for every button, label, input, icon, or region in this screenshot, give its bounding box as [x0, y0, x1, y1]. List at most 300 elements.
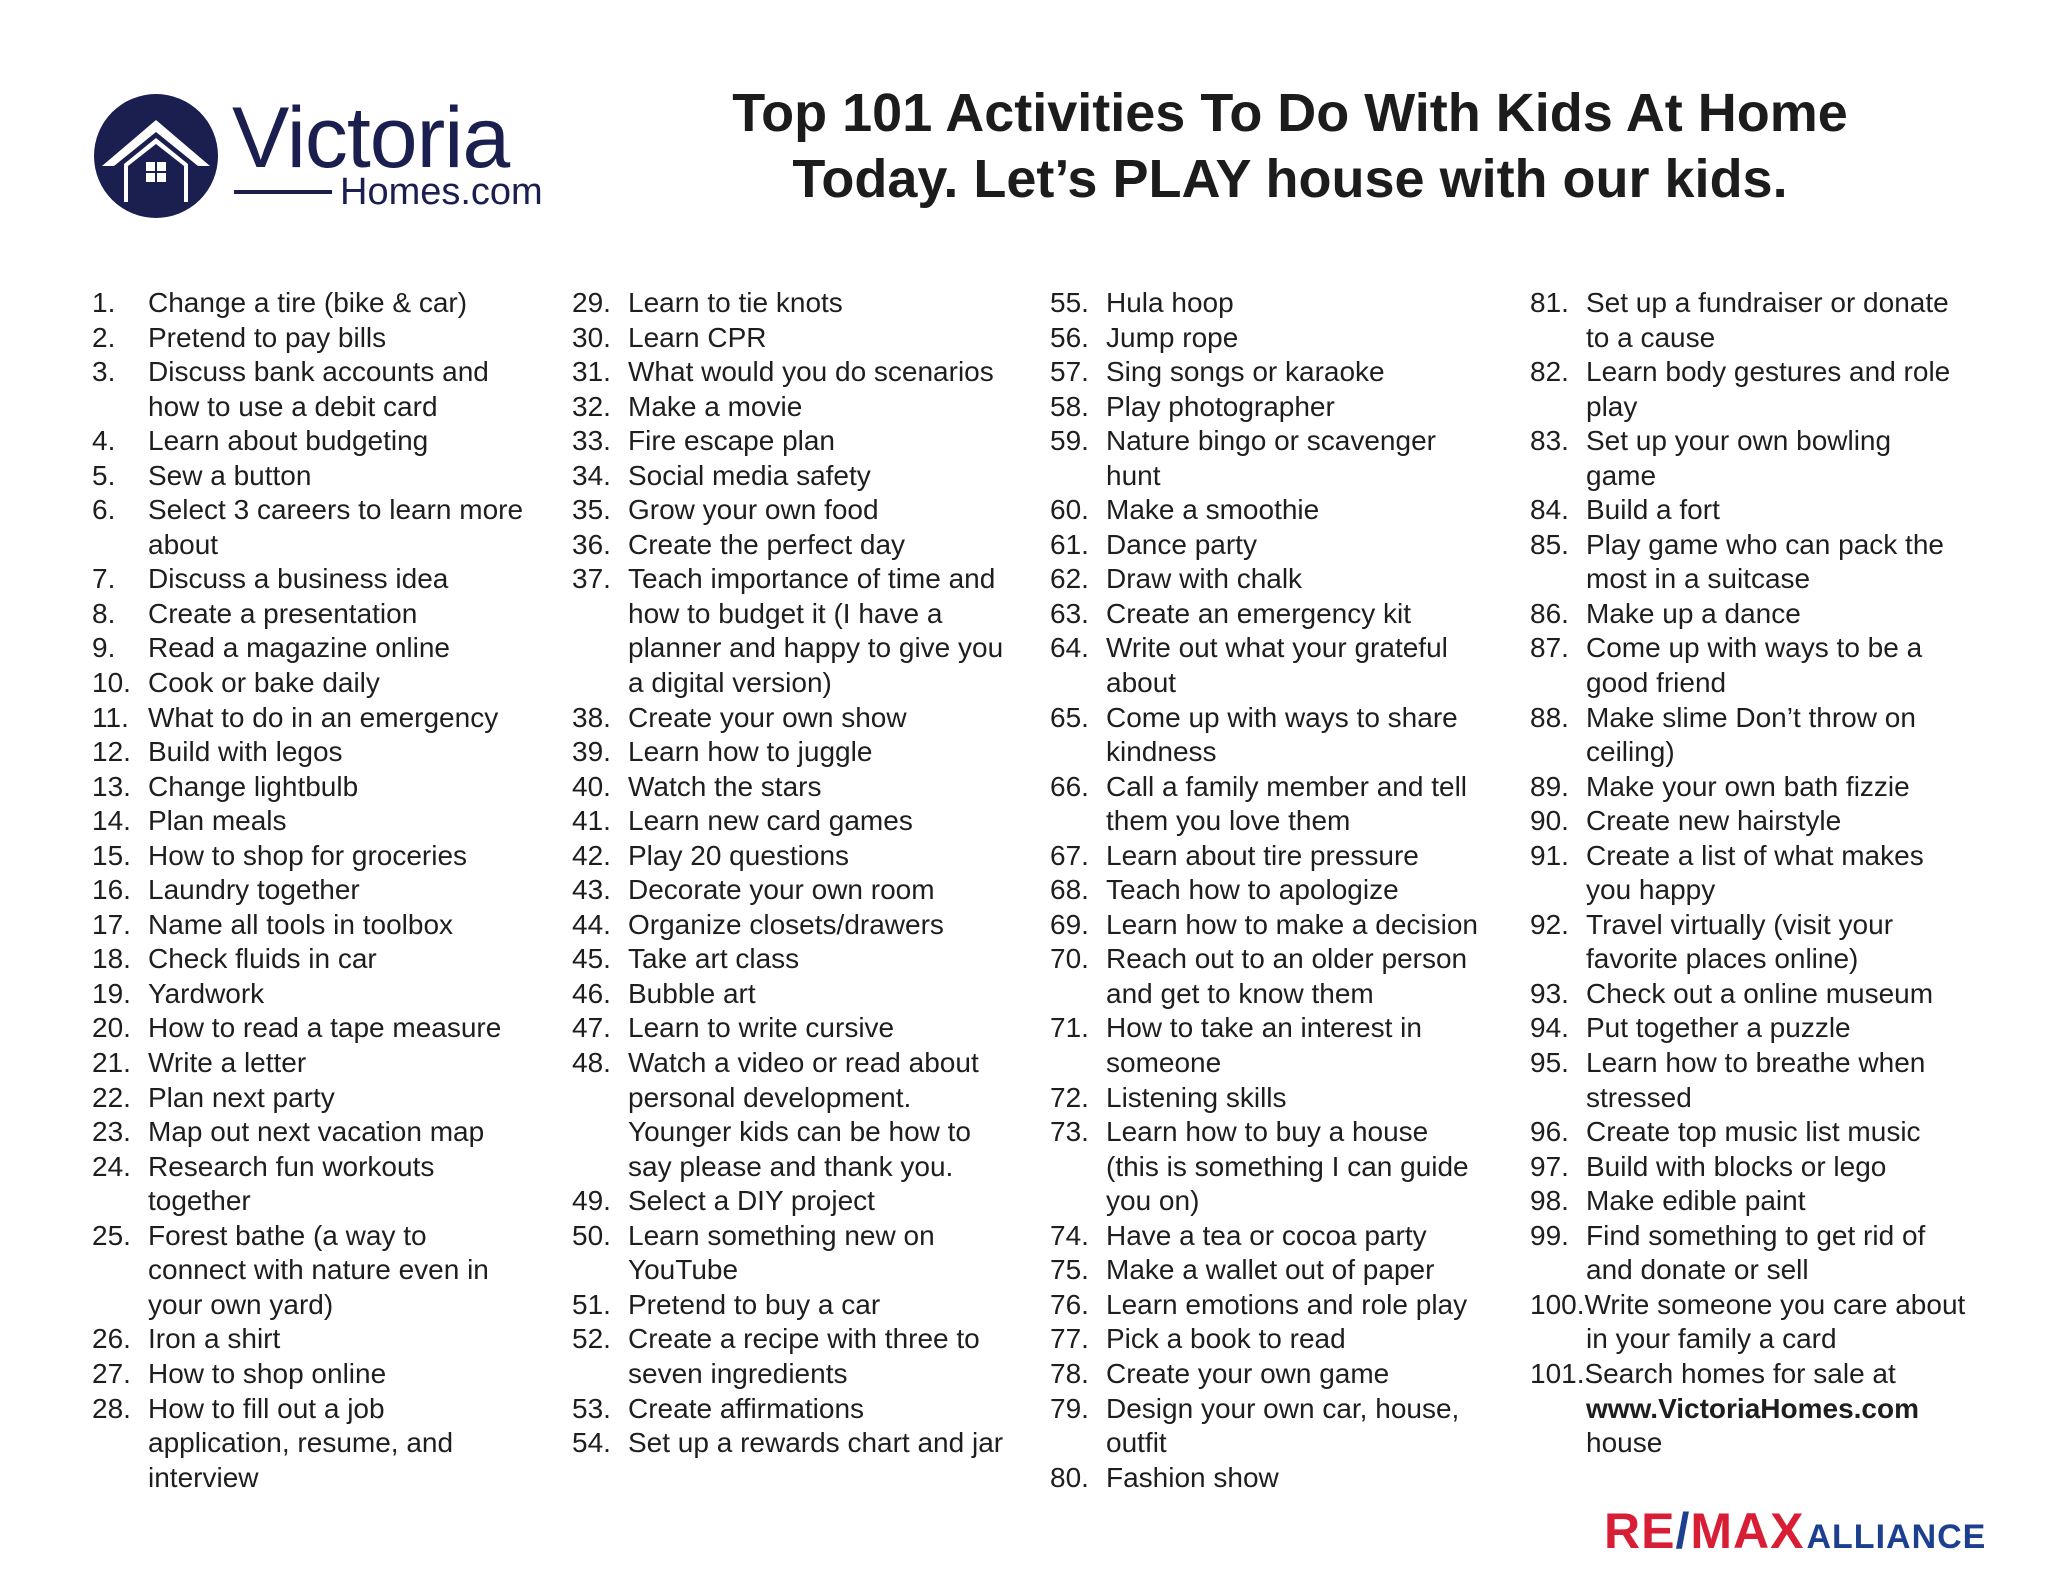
list-item [572, 839, 1042, 874]
brand-underline [234, 190, 332, 194]
list-item-number: 39. [572, 736, 611, 768]
list-item [1530, 1288, 2010, 1357]
list-item-number: 94. [1530, 1012, 1569, 1044]
list-item-text: Play 20 questions [628, 839, 850, 871]
list-item [1050, 839, 1520, 874]
list-item [1050, 1322, 1520, 1357]
list-item [1050, 701, 1520, 770]
list-item-text: Learn body gestures and role play [1586, 356, 1951, 422]
list-item-number: 26. [92, 1323, 131, 1355]
list-item [1530, 597, 2010, 632]
list-item [1530, 493, 2010, 528]
list-item [1050, 1461, 1520, 1496]
list-item-number: 90. [1530, 805, 1569, 837]
list-item-text: Learn about tire pressure [1106, 839, 1419, 871]
list-item [572, 701, 1042, 736]
list-item-number: 82. [1530, 356, 1569, 388]
list-item-number: 77. [1050, 1323, 1089, 1355]
list-item-number: 98. [1530, 1185, 1569, 1217]
list-item-text: Reach out to an older person and get to know them [1106, 943, 1468, 1009]
list-item-text: Fashion show [1106, 1461, 1279, 1493]
list-item-number: 64. [1050, 632, 1089, 664]
list-item-text: Travel virtually (visit your favorite places online) [1586, 908, 1894, 975]
remax-alliance-logo: RE/MAXALLIANCE [1604, 1503, 1987, 1559]
list-item-text: Create new hairstyle [1586, 805, 1842, 837]
list-item-text: Create top music list music [1586, 1116, 1921, 1148]
list-item [1050, 355, 1520, 390]
list-item-number: 51. [572, 1288, 611, 1320]
list-item [92, 493, 562, 562]
list-item-number: 101. [1530, 1357, 1585, 1389]
list-item-text: Social media safety [628, 459, 871, 491]
list-item-number: 70. [1050, 943, 1089, 975]
list-item [572, 942, 1042, 977]
list-item [92, 1150, 562, 1219]
list-item-number: 87. [1530, 632, 1569, 664]
list-item-number: 46. [572, 977, 611, 1009]
list-item [1530, 1150, 2010, 1185]
list-item [92, 942, 562, 977]
list-item [1530, 804, 2010, 839]
list-item-text: Iron a shirt [148, 1323, 281, 1355]
list-item [572, 908, 1042, 943]
list-item-number: 89. [1530, 770, 1569, 802]
list-item [92, 1322, 562, 1357]
list-item-number: 20. [92, 1012, 131, 1044]
list-item-text: Build with legos [148, 736, 343, 768]
list-item [92, 1046, 562, 1081]
list-item-text: Build a fort [1586, 494, 1720, 526]
list-item-number: 65. [1050, 701, 1089, 733]
list-item-text: Learn how to buy a house (this is something I can guide you on) [1106, 1116, 1469, 1217]
list-item [92, 1219, 562, 1323]
list-item-number: 41. [572, 805, 611, 837]
list-item [1530, 1011, 2010, 1046]
list-item-number: 75. [1050, 1254, 1089, 1286]
list-item [1050, 390, 1520, 425]
list-item-number: 47. [572, 1012, 611, 1044]
list-item-number: 42. [572, 839, 611, 871]
list-item [572, 1322, 1042, 1391]
list-item [92, 804, 562, 839]
list-item-text: Jump rope [1106, 321, 1239, 353]
list-item [1050, 1288, 1520, 1323]
list-item [1050, 908, 1520, 943]
list-item [572, 1288, 1042, 1323]
list-item-number: 49. [572, 1185, 611, 1217]
list-item-number: 80. [1050, 1461, 1089, 1493]
list-item-number: 97. [1530, 1150, 1569, 1182]
list-item [572, 1219, 1042, 1288]
list-item-number: 30. [572, 321, 611, 353]
list-item-number: 88. [1530, 701, 1569, 733]
list-item [92, 1357, 562, 1392]
list-item-text: Fire escape plan [628, 425, 836, 457]
list-item-text: Grow your own food [628, 494, 879, 526]
list-item-number: 55. [1050, 287, 1089, 318]
list-item [572, 562, 1042, 700]
list-item-text: Read a magazine online [148, 632, 450, 664]
list-item [572, 424, 1042, 459]
list-item [572, 873, 1042, 908]
list-item-number: 61. [1050, 528, 1089, 560]
list-item-number: 8. [92, 597, 116, 629]
website-link[interactable]: www.VictoriaHomes.com [1586, 1392, 1919, 1424]
list-item-text: Hula hoop [1106, 287, 1234, 318]
list-item [92, 1011, 562, 1046]
list-item [92, 1392, 562, 1496]
list-item [1530, 355, 2010, 424]
list-item-text: Write a letter [148, 1047, 307, 1079]
list-item-text: Check out a online museum [1586, 977, 1934, 1009]
page-title [590, 80, 1990, 212]
list-item [92, 666, 562, 701]
list-item [1050, 562, 1520, 597]
list-item [1050, 770, 1520, 839]
activity-column-4 [1530, 286, 2010, 1461]
list-item-number: 74. [1050, 1219, 1089, 1251]
list-item-text: Change lightbulb [148, 770, 359, 802]
list-item-text: How to read a tape measure [148, 1012, 502, 1044]
list-item [1050, 1115, 1520, 1219]
list-item-number: 99. [1530, 1219, 1569, 1251]
list-item-number: 32. [572, 390, 611, 422]
list-item [1530, 1115, 2010, 1150]
list-item-number: 11. [92, 701, 129, 733]
list-item-number: 53. [572, 1392, 611, 1424]
list-item-number: 68. [1050, 874, 1089, 906]
list-item-text: Call a family member and tell them you love them [1106, 770, 1468, 837]
list-item-number: 7. [92, 563, 116, 595]
list-item [1050, 1011, 1520, 1080]
list-item [92, 321, 562, 356]
brand-name: Victoria [232, 90, 510, 186]
list-item-text: Learn how to juggle [628, 736, 873, 768]
list-item-number: 86. [1530, 597, 1569, 629]
list-item-number: 91. [1530, 839, 1569, 871]
list-item-number: 21. [92, 1047, 131, 1079]
list-item-text: Make slime Don’t throw on ceiling) [1586, 701, 1916, 768]
list-item-text: Name all tools in toolbox [148, 908, 454, 940]
list-item [1050, 597, 1520, 632]
list-item-text: Learn to write cursive [628, 1012, 895, 1044]
list-item-text: Decorate your own room [628, 874, 935, 906]
list-item-text: How to shop online [148, 1357, 387, 1389]
list-item-number: 16. [92, 874, 131, 906]
list-item [92, 977, 562, 1012]
list-item-text: Plan meals [148, 805, 287, 837]
list-item-text: Map out next vacation map [148, 1116, 485, 1148]
list-item-text: Learn how to make a decision [1106, 908, 1478, 940]
list-item-number: 22. [92, 1081, 131, 1113]
list-item [1050, 631, 1520, 700]
list-item [1530, 1184, 2010, 1219]
list-item [572, 321, 1042, 356]
list-item-number: 36. [572, 528, 611, 560]
list-item [572, 286, 1042, 321]
list-item-text: Nature bingo or scavenger hunt [1106, 425, 1436, 491]
list-item-number: 18. [92, 943, 131, 975]
list-item-text: Create the perfect day [628, 528, 906, 560]
list-item [572, 1184, 1042, 1219]
house-logo-icon [94, 94, 218, 218]
list-item [92, 1115, 562, 1150]
list-item-number: 31. [572, 356, 611, 388]
list-item [1530, 631, 2010, 700]
list-item [92, 701, 562, 736]
list-item [572, 1426, 1042, 1461]
list-item-text: Research fun workouts together [148, 1150, 435, 1217]
list-item [572, 1011, 1042, 1046]
list-item-text: Learn something new on YouTube [628, 1219, 935, 1286]
list-item-text: Create a presentation [148, 597, 418, 629]
list-item-number: 62. [1050, 563, 1089, 595]
list-item-text: Discuss bank accounts and how to use a debit card [148, 356, 489, 422]
list-item-text: Have a tea or cocoa party [1106, 1219, 1427, 1251]
list-item [1530, 1357, 2010, 1461]
list-item-text: Watch the stars [628, 770, 822, 802]
list-item-number: 15. [92, 839, 131, 871]
list-item [572, 977, 1042, 1012]
list-item [572, 390, 1042, 425]
list-item-number: 96. [1530, 1116, 1569, 1148]
list-item-number: 58. [1050, 390, 1089, 422]
list-item-number: 12. [92, 736, 131, 768]
list-item-text: Create a list of what makes you happy [1586, 839, 1924, 906]
list-item-text: 101.Search homes for sale at www.VictoriaHomes.com house [1530, 1357, 1919, 1459]
list-item-text: Pick a book to read [1106, 1323, 1346, 1355]
list-item [572, 1046, 1042, 1184]
list-item-number: 10. [92, 667, 131, 699]
list-item-text: Bubble art [628, 977, 756, 1009]
list-item [1530, 770, 2010, 805]
list-item-text: Check fluids in car [148, 943, 377, 975]
list-item-number: 43. [572, 874, 611, 906]
list-item-text: Learn how to breathe when stressed [1586, 1047, 1926, 1113]
list-item [572, 770, 1042, 805]
list-item-text: Plan next party [148, 1081, 335, 1113]
activity-column-1 [92, 286, 562, 1495]
list-item-number: 29. [572, 287, 611, 318]
list-item-number: 81. [1530, 287, 1569, 318]
list-item-text: How to shop for groceries [148, 839, 468, 871]
list-item-number: 14. [92, 805, 131, 837]
list-item-number: 23. [92, 1116, 131, 1148]
list-item-text: Discuss a business idea [148, 563, 449, 595]
list-item [1530, 1046, 2010, 1115]
list-item-number: 73. [1050, 1116, 1089, 1148]
list-item [92, 424, 562, 459]
list-item-text: Pretend to buy a car [628, 1288, 881, 1320]
list-item-number: 35. [572, 494, 611, 526]
list-item-number: 71. [1050, 1012, 1089, 1044]
list-item [92, 459, 562, 494]
list-item-number: 72. [1050, 1081, 1089, 1113]
list-item-number: 40. [572, 770, 611, 802]
list-item-text: Learn to tie knots [628, 287, 843, 318]
list-item-text: Cook or bake daily [148, 667, 380, 699]
list-item-number: 25. [92, 1219, 131, 1251]
list-item-number: 6. [92, 494, 116, 526]
list-item-text: Select a DIY project [628, 1185, 875, 1217]
list-item-text: Make up a dance [1586, 597, 1801, 629]
list-item-number: 27. [92, 1357, 131, 1389]
list-item-text: Set up a rewards chart and jar [628, 1427, 1004, 1459]
list-item [1530, 1219, 2010, 1288]
list-item [1050, 286, 1520, 321]
list-item-number: 2. [92, 321, 116, 353]
list-item-text: Sew a button [148, 459, 312, 491]
list-item [572, 355, 1042, 390]
list-item-number: 19. [92, 977, 131, 1009]
list-item-text: Watch a video or read about personal development. Younger kids can be how to say please and thank you. [628, 1047, 979, 1182]
list-item-number: 66. [1050, 770, 1089, 802]
list-item-number: 63. [1050, 597, 1089, 629]
list-item [572, 804, 1042, 839]
activity-column-3 [1050, 286, 1520, 1495]
list-item-number: 56. [1050, 321, 1089, 353]
list-item [1050, 528, 1520, 563]
list-item-number: 38. [572, 701, 611, 733]
list-item [92, 839, 562, 874]
list-item-text: Select 3 careers to learn more about [148, 494, 524, 560]
list-item-text: Make a movie [628, 390, 803, 422]
list-item-text: Build with blocks or lego [1586, 1150, 1887, 1182]
list-item-text: Laundry together [148, 874, 360, 906]
list-item-number: 50. [572, 1219, 611, 1251]
list-item-number: 92. [1530, 908, 1569, 940]
list-item-number: 28. [92, 1392, 131, 1424]
list-item-text: Put together a puzzle [1586, 1012, 1851, 1044]
list-item-text: Create a recipe with three to seven ingredients [628, 1323, 980, 1389]
list-item [1530, 286, 2010, 355]
list-item [92, 355, 562, 424]
list-item-number: 3. [92, 356, 116, 388]
list-item-text: Teach how to apologize [1106, 874, 1399, 906]
list-item [572, 735, 1042, 770]
list-item [572, 1392, 1042, 1427]
list-item [1050, 424, 1520, 493]
list-item-text: Find something to get rid of and donate or sell [1586, 1219, 1926, 1286]
list-item-text: Create your own show [628, 701, 907, 733]
list-item [92, 770, 562, 805]
list-item [92, 562, 562, 597]
list-item-number: 17. [92, 908, 131, 940]
list-item-number: 60. [1050, 494, 1089, 526]
list-item-text: Learn new card games [628, 805, 913, 837]
list-item [1050, 1219, 1520, 1254]
list-item [92, 631, 562, 666]
list-item-text: Set up a fundraiser or donate to a cause [1586, 287, 1949, 353]
title-line-1: Top 101 Activities To Do With Kids At Home [732, 83, 1848, 143]
list-item [92, 735, 562, 770]
list-item [92, 286, 562, 321]
list-item-number: 34. [572, 459, 611, 491]
list-item-text: Pretend to pay bills [148, 321, 387, 353]
list-item-number: 9. [92, 632, 116, 664]
list-item-text: Learn about budgeting [148, 425, 429, 457]
list-item-text: Forest bathe (a way to connect with nature even in your own yard) [148, 1219, 489, 1320]
list-item-text: Teach importance of time and how to budget it (I have a planner and happy to give you a digital version) [628, 563, 1004, 699]
list-item-number: 52. [572, 1323, 611, 1355]
list-item-number: 33. [572, 425, 611, 457]
list-item-text: Dance party [1106, 528, 1257, 560]
list-item [92, 597, 562, 632]
list-item [1050, 1357, 1520, 1392]
victoria-homes-logo [94, 90, 554, 218]
list-item-number: 84. [1530, 494, 1569, 526]
list-item-number: 44. [572, 908, 611, 940]
list-item [92, 1081, 562, 1116]
list-item-number: 59. [1050, 425, 1089, 457]
list-item-text: Listening skills [1106, 1081, 1287, 1113]
list-item-text: Yardwork [148, 977, 265, 1009]
list-item-text: Draw with chalk [1106, 563, 1303, 595]
list-item [92, 908, 562, 943]
list-item-number: 4. [92, 425, 116, 457]
list-item-text: Make edible paint [1586, 1185, 1806, 1217]
list-item-text: Come up with ways to be a good friend [1586, 632, 1923, 699]
list-item [1050, 1392, 1520, 1461]
list-item-number: 13. [92, 770, 131, 802]
list-item-number: 24. [92, 1150, 131, 1182]
brand-subtitle: Homes.com [340, 171, 543, 213]
list-item [572, 459, 1042, 494]
list-item-text: Change a tire (bike & car) [148, 287, 468, 318]
list-item-text: Learn CPR [628, 321, 767, 353]
list-item-text: Play photographer [1106, 390, 1335, 422]
list-item-number: 69. [1050, 908, 1089, 940]
list-item-number: 5. [92, 459, 116, 491]
list-item-text: Come up with ways to share kindness [1106, 701, 1458, 768]
list-item [1050, 873, 1520, 908]
list-item [1530, 977, 2010, 1012]
list-item-text: Make a wallet out of paper [1106, 1254, 1435, 1286]
list-item [1050, 1081, 1520, 1116]
list-item-number: 57. [1050, 356, 1089, 388]
list-item-text: What would you do scenarios [628, 356, 994, 388]
list-item-number: 54. [572, 1427, 611, 1459]
list-item [1050, 942, 1520, 1011]
list-item-text: Learn emotions and role play [1106, 1288, 1468, 1320]
list-item [1050, 321, 1520, 356]
list-item-text: Take art class [628, 943, 800, 975]
list-item [1530, 528, 2010, 597]
list-item-text: How to take an interest in someone [1106, 1012, 1422, 1079]
list-item [1050, 493, 1520, 528]
list-item-number: 1. [92, 287, 116, 318]
list-item-text: Sing songs or karaoke [1106, 356, 1385, 388]
list-item-text: Set up your own bowling game [1586, 425, 1892, 491]
list-item-text: Design your own car, house, outfit [1106, 1392, 1460, 1459]
list-item-number: 48. [572, 1047, 611, 1079]
list-item-text: Play game who can pack the most in a suitcase [1586, 528, 1944, 595]
list-item-number: 93. [1530, 977, 1569, 1009]
list-item-text: Write out what your grateful about [1106, 632, 1448, 699]
list-item [1530, 701, 2010, 770]
list-item [572, 493, 1042, 528]
list-item [1530, 424, 2010, 493]
list-item-text: Create an emergency kit [1106, 597, 1412, 629]
list-item [572, 528, 1042, 563]
list-item [92, 873, 562, 908]
list-item-number: 78. [1050, 1357, 1089, 1389]
list-item [1530, 908, 2010, 977]
list-item-number: 85. [1530, 528, 1569, 560]
list-item-text: 100.Write someone you care about in your family a card [1530, 1288, 1966, 1355]
list-item-number: 95. [1530, 1047, 1569, 1079]
list-item-text: How to fill out a job application, resume, and interview [148, 1392, 454, 1493]
